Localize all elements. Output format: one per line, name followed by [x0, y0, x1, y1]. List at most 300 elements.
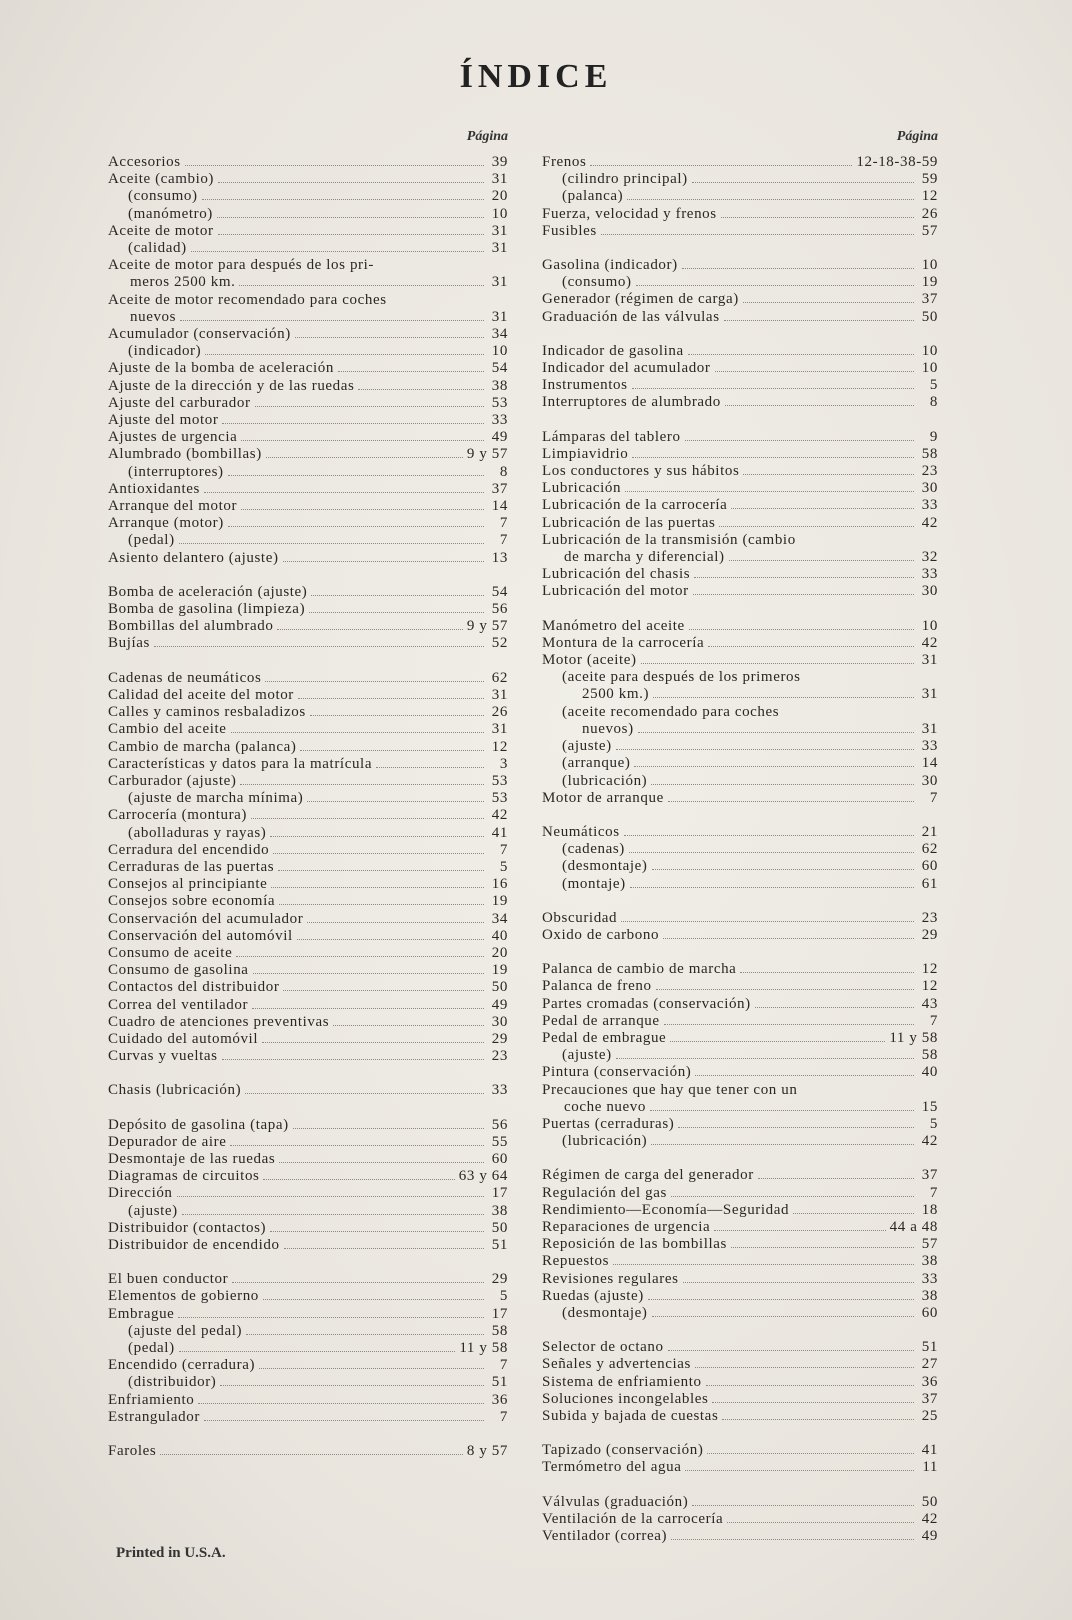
- index-entry: [542, 1271, 938, 1288]
- dot-leader: [621, 921, 914, 922]
- index-entry-page: 30: [491, 1013, 508, 1030]
- dot-leader: [678, 1127, 914, 1128]
- index-entry-page: 37: [491, 480, 508, 497]
- index-entry: [542, 1030, 938, 1047]
- index-entry-page: 8: [929, 394, 938, 411]
- dot-leader: [284, 1248, 484, 1249]
- index-entry-text: Ajuste del carburador: [108, 394, 251, 411]
- dot-leader: [231, 732, 485, 733]
- index-entry: [542, 360, 938, 377]
- dot-leader: [246, 1334, 484, 1335]
- dot-leader: [695, 1075, 914, 1076]
- index-entry: [542, 1305, 938, 1322]
- dot-leader: [239, 285, 484, 286]
- index-entry-page: 51: [921, 1339, 938, 1356]
- index-entry-text: Aceite (cambio): [108, 171, 215, 188]
- index-entry: [108, 1237, 508, 1254]
- index-entry-page: 11 y 58: [889, 1029, 938, 1046]
- index-entry-page: 44 a 48: [889, 1218, 938, 1235]
- index-entry-text: (ajuste de marcha mínima): [128, 790, 304, 807]
- index-entry-text: (ajuste): [128, 1202, 178, 1219]
- index-entry-text: Lubricación: [542, 480, 622, 497]
- index-entry: [108, 1082, 508, 1099]
- index-entry-page: 23: [921, 909, 938, 926]
- index-entry: [542, 1459, 938, 1476]
- dot-leader: [707, 1453, 914, 1454]
- index-entry-text: Ajustes de urgencia: [108, 429, 238, 446]
- index-entry-text: Cuidado del automóvil: [108, 1030, 259, 1047]
- dot-leader: [259, 1368, 484, 1369]
- dot-leader: [721, 217, 914, 218]
- index-entry: [542, 978, 938, 995]
- index-entry-text: Repuestos: [542, 1253, 610, 1270]
- index-entry: [542, 927, 938, 944]
- index-entry: [542, 446, 938, 463]
- index-entry-page: 31: [491, 721, 508, 738]
- dot-leader: [632, 388, 914, 389]
- index-entry-page: 38: [921, 1287, 938, 1304]
- dot-leader: [179, 1351, 456, 1352]
- index-entry-text: Ventilación de la carrocería: [542, 1510, 724, 1527]
- dot-leader: [652, 869, 914, 870]
- index-entry-text: Motor (aceite): [542, 652, 637, 669]
- index-entry: [542, 480, 938, 497]
- index-entry-text: Consejos sobre economía: [108, 893, 276, 910]
- index-entry: [542, 961, 938, 978]
- index-entry: [542, 1047, 938, 1064]
- index-entry-page: 31: [491, 222, 508, 239]
- index-entry-text: Subida y bajada de cuestas: [542, 1408, 719, 1424]
- index-entry: [108, 154, 508, 171]
- index-entry: [542, 515, 938, 532]
- index-entry: [542, 257, 938, 274]
- dot-leader: [228, 475, 484, 476]
- dot-leader: [270, 836, 484, 837]
- index-entry: [542, 996, 938, 1013]
- index-entry: [108, 1031, 508, 1048]
- index-entry-text: Revisiones regulares: [542, 1270, 679, 1287]
- index-entry: [108, 1409, 508, 1426]
- index-entry-page: 9: [929, 428, 938, 445]
- index-entry: [542, 188, 938, 205]
- index-entry-page: 5: [499, 858, 508, 875]
- dot-leader: [616, 749, 914, 750]
- index-entry-text: Correa del ventilador: [108, 996, 249, 1013]
- index-entry: [108, 945, 508, 962]
- dot-leader: [634, 766, 914, 767]
- dot-leader: [241, 440, 484, 441]
- index-entry-text: Consejos al principiante: [108, 876, 268, 893]
- index-entry-page: 53: [491, 790, 508, 807]
- dot-leader: [266, 457, 463, 458]
- index-entry: [542, 206, 938, 223]
- index-entry-page: 7: [929, 1184, 938, 1201]
- index-entry-page: 38: [491, 377, 508, 394]
- index-entry-text: Régimen de carga del generador: [542, 1167, 754, 1184]
- index-entry: [108, 429, 508, 446]
- index-entry-page: 49: [491, 996, 508, 1013]
- index-entry-page: 34: [491, 910, 508, 927]
- index-entry: [108, 704, 508, 721]
- index-entry-page: 7: [929, 789, 938, 806]
- index-entry: [542, 1202, 938, 1219]
- dot-leader: [263, 1299, 484, 1300]
- index-entry-text: Consumo de gasolina: [108, 962, 249, 979]
- index-entry: [108, 1203, 508, 1220]
- dot-leader: [755, 1007, 914, 1008]
- index-entry-text: Puertas (cerraduras): [542, 1115, 675, 1132]
- dot-leader: [668, 801, 914, 802]
- index-entry-text: Lubricación de la carrocería: [542, 497, 728, 514]
- dot-leader: [198, 1403, 484, 1404]
- index-column-left: [108, 126, 508, 1460]
- index-entry-text: Embrague: [108, 1305, 175, 1322]
- dot-leader: [656, 989, 914, 990]
- index-entry-text: Desmontaje de las ruedas: [108, 1150, 276, 1167]
- index-entry-page: 12: [491, 738, 508, 755]
- index-entry: [108, 807, 508, 824]
- index-entry-text: Reparaciones de urgencia: [542, 1218, 711, 1235]
- dot-leader: [722, 1419, 914, 1420]
- index-entry-page: 33: [491, 1082, 508, 1099]
- index-entry-page: 10: [921, 342, 938, 359]
- index-entry-text: Obscuridad: [542, 909, 618, 926]
- index-entry-page: 9 y 57: [466, 618, 508, 635]
- index-entry: [542, 154, 938, 171]
- index-entry-text: Regulación del gas: [542, 1184, 667, 1201]
- dot-leader: [648, 1299, 914, 1300]
- printed-note: Printed in U.S.A.: [116, 1545, 226, 1561]
- index-entry-text: Ajuste del motor: [108, 412, 219, 429]
- index-entry-text: de marcha y diferencial): [564, 549, 725, 566]
- dot-leader: [204, 492, 484, 493]
- index-entry-page: 23: [921, 463, 938, 480]
- index-entry-text: Lubricación de la transmisión (cambio: [542, 531, 796, 548]
- dot-leader: [650, 1110, 914, 1111]
- dot-leader: [740, 972, 914, 973]
- index-entry-text: Lámparas del tablero: [542, 428, 681, 445]
- dot-leader: [693, 594, 914, 595]
- index-entry-page: 60: [491, 1150, 508, 1167]
- index-entry-page: 54: [491, 360, 508, 377]
- dot-leader: [641, 663, 914, 664]
- index-entry-page: 31: [921, 720, 938, 737]
- index-entry-text: Accesorios: [108, 154, 181, 170]
- index-entry-text: (ajuste): [562, 738, 612, 755]
- index-entry: [542, 583, 938, 600]
- dot-leader: [230, 1145, 484, 1146]
- index-entry: [108, 979, 508, 996]
- index-entry-page: 7: [499, 1408, 508, 1425]
- index-entry-text: (aceite recomendado para coches: [562, 703, 780, 720]
- index-entry-text: Distribuidor (contactos): [108, 1219, 267, 1236]
- index-entry: [108, 859, 508, 876]
- index-entry-page: 12-18-38-59: [856, 154, 938, 170]
- dot-leader: [758, 1178, 914, 1179]
- dot-leader: [205, 354, 484, 355]
- index-column-right: [542, 126, 938, 1545]
- index-entry: [108, 378, 508, 395]
- dot-leader: [154, 646, 484, 647]
- index-entry: [542, 1116, 938, 1133]
- dot-leader: [182, 1214, 484, 1215]
- index-entry: [108, 1443, 508, 1460]
- index-entry-text: (lubricación): [562, 772, 648, 789]
- index-entry-page: 53: [491, 772, 508, 789]
- index-entry-page: 42: [921, 514, 938, 531]
- index-entry-page: 53: [491, 394, 508, 411]
- index-entry-page: 41: [921, 1442, 938, 1459]
- index-entry-text: (arranque): [562, 755, 631, 772]
- index-entry-text: Asiento delantero (ajuste): [108, 549, 279, 566]
- index-entry: [542, 291, 938, 308]
- index-entry: [542, 1391, 938, 1408]
- dot-leader: [277, 629, 462, 630]
- index-entry: [108, 962, 508, 979]
- dot-leader: [179, 543, 484, 544]
- index-entry: [542, 497, 938, 514]
- index-entry-page: 36: [491, 1391, 508, 1408]
- index-entry-text: (palanca): [562, 188, 624, 205]
- index-entry-text: Cambio del aceite: [108, 721, 227, 738]
- index-entry-text: Válvulas (graduación): [542, 1493, 689, 1510]
- index-entry: [108, 464, 508, 481]
- index-entry: [542, 910, 938, 927]
- index-entry-text: Calidad del aceite del motor: [108, 686, 294, 703]
- index-entry: [108, 842, 508, 859]
- index-entry: [108, 1168, 508, 1185]
- index-entry-text: Frenos: [542, 154, 587, 170]
- index-entry-page: 33: [921, 566, 938, 583]
- dot-leader: [177, 1196, 484, 1197]
- index-entry-text: Pedal de arranque: [542, 1012, 660, 1029]
- index-entry: [108, 292, 508, 309]
- index-entry-page: 38: [491, 1202, 508, 1219]
- index-entry-text: (ajuste): [562, 1047, 612, 1064]
- index-entry-page: 7: [499, 532, 508, 549]
- index-entry: [542, 1511, 938, 1528]
- index-entry-page: 50: [921, 308, 938, 325]
- dot-leader: [297, 939, 484, 940]
- index-entry-page: 50: [491, 1219, 508, 1236]
- dot-leader: [218, 182, 484, 183]
- dot-leader: [191, 251, 484, 252]
- index-entry-text: (lubricación): [562, 1133, 648, 1150]
- index-entry: [108, 1392, 508, 1409]
- index-entry-page: 7: [499, 515, 508, 532]
- index-entry-page: 8 y 57: [466, 1443, 508, 1460]
- index-entry: [108, 1271, 508, 1288]
- index-entry-text: Instrumentos: [542, 377, 628, 394]
- index-entry: [108, 739, 508, 756]
- index-entry-page: 11 y 58: [459, 1340, 508, 1356]
- index-entry-text: (cilindro principal): [562, 171, 688, 188]
- dot-leader: [222, 423, 484, 424]
- index-entry-page: 12: [921, 188, 938, 205]
- dot-leader: [295, 337, 484, 338]
- index-entry: [542, 824, 938, 841]
- index-entry: [108, 721, 508, 738]
- index-entry-text: Acumulador (conservación): [108, 326, 291, 343]
- dot-leader: [310, 715, 484, 716]
- dot-leader: [729, 560, 914, 561]
- index-entry-page: 49: [491, 429, 508, 446]
- index-entry-text: Limpiavidrio: [542, 445, 629, 462]
- index-entry: [108, 1014, 508, 1031]
- index-entry-text: Lubricación del motor: [542, 583, 689, 600]
- index-entry-text: Bomba de aceleración (ajuste): [108, 583, 308, 600]
- index-entry-page: 10: [921, 257, 938, 274]
- index-entry: [542, 721, 938, 738]
- index-entry-text: Interruptores de alumbrado: [542, 394, 721, 411]
- index-entry-text: Lubricación de las puertas: [542, 514, 716, 531]
- index-entry-page: 10: [921, 360, 938, 377]
- index-entry-text: Chasis (lubricación): [108, 1082, 242, 1099]
- dot-leader: [202, 199, 484, 200]
- index-entry-text: (interruptores): [128, 463, 224, 480]
- dot-leader: [636, 285, 914, 286]
- dot-leader: [706, 1385, 914, 1386]
- index-entry-text: Aceite de motor: [108, 222, 214, 239]
- dot-leader: [252, 1008, 484, 1009]
- dot-leader: [708, 646, 914, 647]
- index-entry-text: Conservación del automóvil: [108, 927, 293, 944]
- index-entry-text: Reposición de las bombillas: [542, 1236, 727, 1253]
- index-entry-text: (distribuidor): [128, 1374, 217, 1391]
- index-entry: [108, 515, 508, 532]
- dot-leader: [265, 681, 484, 682]
- index-entry-text: Conservación del acumulador: [108, 910, 304, 927]
- index-entry-page: 7: [499, 841, 508, 858]
- index-entry-page: 33: [921, 738, 938, 755]
- index-entry-page: 60: [921, 858, 938, 875]
- index-entry: [542, 652, 938, 669]
- index-entry-page: 3: [499, 755, 508, 772]
- index-entry-page: 19: [491, 962, 508, 979]
- index-entry-page: 21: [921, 823, 938, 840]
- index-entry: [108, 532, 508, 549]
- index-entry-page: 20: [491, 188, 508, 205]
- index-entry: [108, 584, 508, 601]
- index-entry-page: 57: [921, 222, 938, 239]
- index-entry: [542, 1236, 938, 1253]
- index-entry: [108, 997, 508, 1014]
- index-entry-text: Bomba de gasolina (limpieza): [108, 601, 306, 618]
- index-entry: [542, 1442, 938, 1459]
- index-entry-text: Carburador (ajuste): [108, 772, 237, 789]
- index-entry-text: Sistema de enfriamiento: [542, 1373, 702, 1390]
- index-entry: [542, 1219, 938, 1236]
- index-entry-text: Termómetro del agua: [542, 1459, 682, 1476]
- index-entry-page: 34: [491, 326, 508, 343]
- index-entry-page: 26: [491, 704, 508, 721]
- index-entry-text: Indicador del acumulador: [542, 360, 711, 377]
- dot-leader: [685, 440, 914, 441]
- index-entries-right: [542, 154, 938, 1545]
- index-entry-page: 33: [921, 497, 938, 514]
- dot-leader: [278, 870, 484, 871]
- dot-leader: [253, 973, 484, 974]
- index-entry-text: Depósito de gasolina (tapa): [108, 1116, 289, 1133]
- index-entry-page: 57: [921, 1236, 938, 1253]
- index-entry-page: 40: [921, 1064, 938, 1081]
- index-entry: [108, 825, 508, 842]
- index-entry-page: 37: [921, 1167, 938, 1184]
- index-entry-page: 41: [491, 824, 508, 841]
- index-entry-page: 32: [921, 549, 938, 566]
- index-entry: [108, 206, 508, 223]
- index-entry-text: Señales y advertencias: [542, 1356, 691, 1373]
- index-entry-text: Bombillas del alumbrado: [108, 618, 274, 635]
- dot-leader: [625, 491, 914, 492]
- index-entry-text: Palanca de freno: [542, 978, 652, 995]
- index-entry-text: Partes cromadas (conservación): [542, 995, 751, 1012]
- index-entry-text: Gasolina (indicador): [542, 257, 678, 274]
- index-entry: [108, 1288, 508, 1305]
- index-entry-text: Calles y caminos resbaladizos: [108, 704, 306, 721]
- index-entry: [542, 549, 938, 566]
- index-entry: [542, 223, 938, 240]
- dot-leader: [663, 938, 914, 939]
- index-entry-text: (desmontaje): [562, 858, 648, 875]
- dot-leader: [632, 457, 914, 458]
- index-entry-page: 37: [921, 1390, 938, 1407]
- index-entry-text: Carrocería (montura): [108, 807, 248, 824]
- index-entry: [108, 274, 508, 291]
- index-entry-text: Enfriamiento: [108, 1391, 195, 1408]
- index-entry: [108, 481, 508, 498]
- dot-leader: [222, 1059, 484, 1060]
- index-entry: [108, 790, 508, 807]
- index-entry: [108, 498, 508, 515]
- index-entry-page: 31: [491, 171, 508, 188]
- dot-leader: [338, 371, 484, 372]
- dot-leader: [712, 1402, 914, 1403]
- index-entry: [108, 326, 508, 343]
- dot-leader: [311, 595, 484, 596]
- index-entry-text: Precauciones que hay que tener con un: [542, 1081, 798, 1098]
- index-entry-text: Arranque del motor: [108, 498, 238, 515]
- index-entry-text: (consumo): [562, 274, 632, 291]
- page-title: ÍNDICE: [459, 58, 613, 95]
- index-entry-page: 12: [921, 961, 938, 978]
- index-entry: [542, 343, 938, 360]
- index-entry-text: Soluciones incongelables: [542, 1390, 709, 1407]
- index-entry-text: (indicador): [128, 343, 202, 360]
- index-entry-page: 9 y 57: [466, 446, 508, 463]
- index-entry-page: 7: [929, 1012, 938, 1029]
- index-entry-text: Ajuste de la dirección y de las ruedas: [108, 377, 355, 394]
- index-entry: [542, 1253, 938, 1270]
- dot-leader: [333, 1025, 484, 1026]
- dot-leader: [245, 1093, 484, 1094]
- dot-leader: [630, 887, 914, 888]
- index-entry: [542, 309, 938, 326]
- index-entry: [542, 686, 938, 703]
- index-entry-page: 11: [922, 1459, 938, 1476]
- index-entry-page: 5: [499, 1288, 508, 1305]
- index-entry-text: Fusibles: [542, 222, 597, 239]
- index-entry-text: Montura de la carrocería: [542, 634, 705, 651]
- index-entry-text: nuevos): [582, 720, 634, 737]
- dot-leader: [270, 1231, 484, 1232]
- dot-leader: [601, 234, 914, 235]
- index-entry: [542, 532, 938, 549]
- index-entry-text: Oxido de carbono: [542, 926, 660, 943]
- dot-leader: [651, 784, 914, 785]
- index-entry-page: 56: [491, 1116, 508, 1133]
- index-entry-text: Alumbrado (bombillas): [108, 446, 262, 463]
